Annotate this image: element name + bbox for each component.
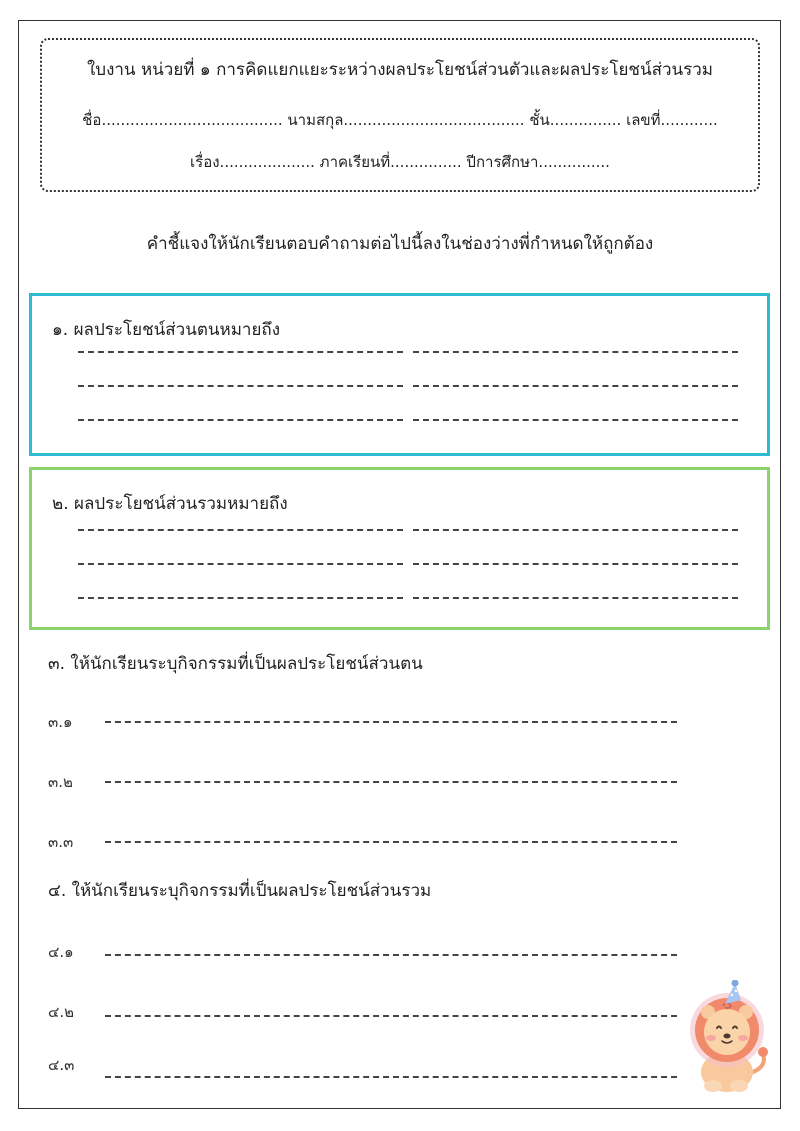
answer-line[interactable] [78,385,403,387]
answer-line[interactable] [413,563,738,565]
worksheet-title: ใบงาน หน่วยที่ ๑ การคิดแยกแยะระหว่างผลประโยชน์ส่วนตัวและผลประโยชน์ส่วนรวม [86,60,714,80]
answer-line[interactable] [413,597,738,599]
answer-line[interactable] [78,529,403,531]
subject-term-line: เรื่อง.................... ภาคเรียนที่............... ปีการศึกษา............... [190,153,610,171]
question-1-box [29,293,770,456]
item-label-3-1: ๓.๑ [48,713,73,731]
answer-line[interactable] [413,385,738,387]
answer-line[interactable] [105,841,677,843]
item-label-3-3: ๓.๓ [48,833,74,851]
question-2-title: ๒. ผลประโยชน์ส่วนรวมหมายถึง [52,494,288,514]
lion-with-party-hat-icon [683,980,773,1095]
answer-line[interactable] [105,1076,677,1078]
instructions: คำชี้แจงให้นักเรียนตอบคำถามต่อไปนี้ลงในช่องว่างพี่กำหนดให้ถูกต้อง [146,234,654,254]
question-3-title: ๓. ให้นักเรียนระบุกิจกรรมที่เป็นผลประโยชน์ส่วนตน [48,654,423,674]
question-1-title: ๑. ผลประโยชน์ส่วนตนหมายถึง [52,320,280,340]
answer-line[interactable] [105,781,677,783]
answer-line[interactable] [413,351,738,353]
answer-line[interactable] [413,419,738,421]
answer-line[interactable] [413,529,738,531]
item-label-4-2: ๔.๒ [48,1003,75,1021]
answer-line[interactable] [105,954,677,956]
item-label-4-3: ๔.๓ [48,1056,75,1074]
worksheet-header [40,38,760,192]
answer-line[interactable] [78,597,403,599]
answer-line[interactable] [78,419,403,421]
answer-line[interactable] [105,1015,677,1017]
student-name-line: ชื่อ...................................... นามสกุล...................................... ชั้น............... เลขที่............ [82,111,718,129]
answer-line[interactable] [105,721,677,723]
item-label-4-1: ๔.๑ [48,943,74,961]
question-2-box [29,467,770,630]
item-label-3-2: ๓.๒ [48,773,73,791]
answer-line[interactable] [78,563,403,565]
answer-line[interactable] [78,351,403,353]
question-4-title: ๔. ให้นักเรียนระบุกิจกรรมที่เป็นผลประโยชน์ส่วนรวม [48,881,432,901]
